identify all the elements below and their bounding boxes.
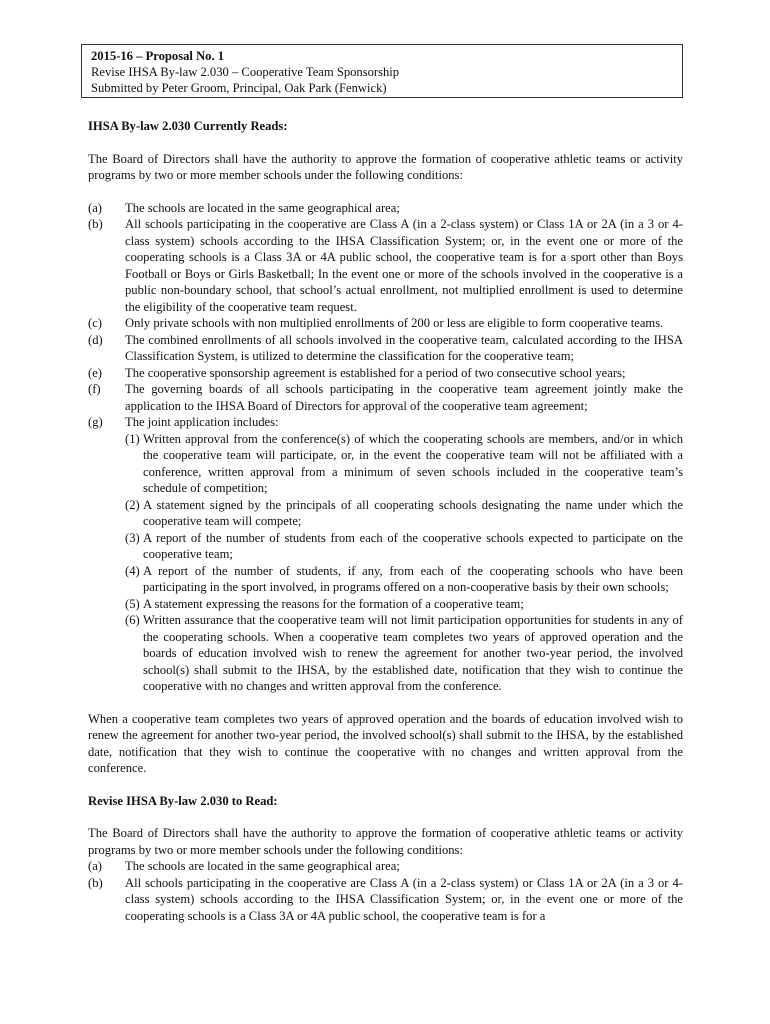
- section1-intro: The Board of Directors shall have the authority to approve the formation of cooperative athletic teams or activity programs by two or more member schools under the following conditions:: [88, 151, 683, 182]
- sublist-item: (4) A report of the number of students, if any, from each of the cooperating schools who have been participating in the sport involved, in programs offered on a non-cooperative basis by their own schools;: [125, 563, 683, 594]
- section2-intro: The Board of Directors shall have the authority to approve the formation of cooperative athletic teams or activity programs by two or more member schools under the following conditions:: [88, 826, 683, 857]
- list-item: (e) The cooperative sponsorship agreement is established for a period of two consecutive school years;: [88, 365, 626, 380]
- proposal-number: 2015-16 – Proposal No. 1: [91, 49, 225, 63]
- list-item: (b) All schools participating in the cooperative are Class A (in a 2-class system) or Class 1A or 2A (in a 3 or 4-class system) schools according to the IHSA Classification System; or, in the event one or more of the cooperating schools is a Class 3A or 4A public school, the cooperative team is for a: [88, 875, 683, 923]
- list-item: (a) The schools are located in the same geographical area;: [88, 200, 400, 215]
- section1-closing: When a cooperative team completes two years of approved operation and the boards of education involved wish to renew the agreement for another two-year period, the involved school(s) shall submit to the IHSA, by the established date, notification that they wish to continue the cooperative with no changes and written approval from the conference.: [88, 711, 683, 775]
- sublist-item: (2) A statement signed by the principals of all cooperating schools designating the name under which the cooperative team will compete;: [125, 497, 683, 528]
- sublist-item: (3) A report of the number of students from each of the cooperative schools expected to participate on the cooperative team;: [125, 530, 683, 561]
- list-item: (a) The schools are located in the same geographical area;: [88, 859, 400, 873]
- list-item: (c) Only private schools with non multiplied enrollments of 200 or less are eligible to form cooperative teams.: [88, 316, 664, 330]
- document-body: [88, 118, 683, 924]
- sublist-item: (1) Written approval from the conference(s) of which the cooperating schools are members, and/or in which the cooperative team will participate, or, in the event the cooperative team will not be affiliated with a conference, written approval from a minimum of seven schools included in the cooperative team’s schedule of competition;: [125, 431, 683, 495]
- section2-list: [88, 858, 683, 924]
- list-item: (d) The combined enrollments of all schools involved in the cooperative team, calculated according to the IHSA Classification System, is utilized to determine the classification for the cooperative team;: [88, 332, 683, 363]
- proposal-header-box: [81, 44, 683, 98]
- list-item: (g) The joint application includes:: [88, 415, 279, 429]
- proposal-title: Revise IHSA By-law 2.030 – Cooperative Team Sponsorship: [91, 65, 400, 79]
- section1-list: [88, 200, 683, 695]
- sublist-item: (6) Written assurance that the cooperative team will not limit participation opportunities for students in any of the cooperating schools. When a cooperative team completes two years of approved operation and the boards of education involved wish to renew the agreement for another two-year period, the involved school(s) shall submit to the IHSA, by the established date, notification that they wish to continue the cooperative with no changes and written approval from the conference.: [125, 613, 683, 693]
- section2-heading: Revise IHSA By-law 2.030 to Read:: [88, 793, 278, 808]
- list-item: (f) The governing boards of all schools participating in the cooperative team agreement jointly make the application to the IHSA Board of Directors for approval of the cooperative team agreement;: [88, 382, 683, 413]
- sublist: [88, 431, 683, 695]
- proposal-submitter: Submitted by Peter Groom, Principal, Oak Park (Fenwick): [91, 81, 387, 95]
- section1-heading: IHSA By-law 2.030 Currently Reads:: [88, 119, 288, 133]
- list-item: (b) All schools participating in the cooperative are Class A (in a 2-class system) or Class 1A or 2A (in a 3 or 4-class system) schools according to the IHSA Classification System; or, in the event one or more of the cooperating schools is a Class 3A or 4A public school, the cooperative team is for a sport other than Boys Football or Boys or Girls Basketball; In the event one or more of the schools involved in the cooperative is a public non-boundary school, that school’s actual enrollment, not multiplied enrollment is used to determine the eligibility of the cooperative team request.: [88, 217, 683, 314]
- sublist-item: (5) A statement expressing the reasons for the formation of a cooperative team;: [125, 596, 524, 611]
